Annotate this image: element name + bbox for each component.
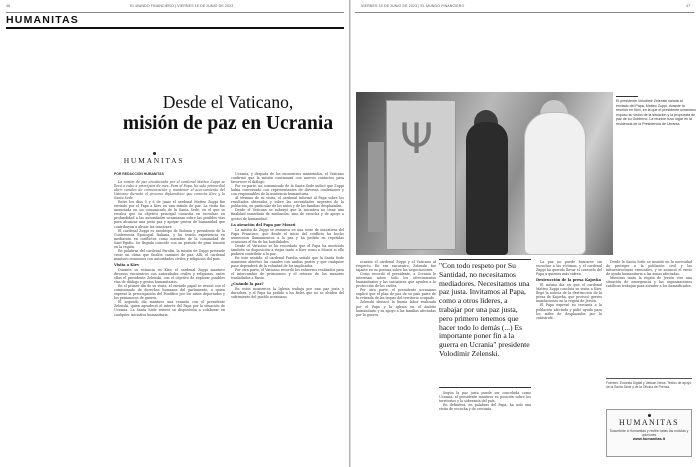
left-page-number: 46 xyxy=(6,4,11,8)
ad-logo-dot xyxy=(648,414,651,417)
paragraph: Por otra parte, el presidente ucraniano explicó que el plan de paz de su país parte de la retirada de las tropas del territorio ocupado. xyxy=(356,288,436,301)
person-zuppi-shape xyxy=(524,112,586,255)
left-column-1 xyxy=(114,180,225,462)
humanitas-ad[interactable] xyxy=(606,409,692,457)
paragraph: En estos momentos la Iglesia trabaja por una paz justa y duradera, y el Papa ha pedido a los fieles que no se olviden del sufrimiento del pueblo ucraniano. xyxy=(231,287,344,300)
paragraph: El Papa expresó su cercanía a la población afectada y pidió ayuda para los miles de desplazados por la catástrofe. xyxy=(536,303,602,320)
top-rule xyxy=(6,12,344,13)
paragraph: Como recordó el presidente, a Ucrania le interesan sobre todo los ofrecimientos humanitarios y las iniciativas que ayuden a la protección de los civiles. xyxy=(356,272,436,289)
paragraph: Entre los días 5 y 6 de junio el cardenal Matteo Zuppi fue enviado por el Papa a Kiev en una misión de paz. La visita fue anunciada en un comunicado de la Santa Sede, en el que se recalca que su objetivo principal consistía en escuchar en profundidad a las autoridades ucranianas sobre las posibles vías para alcanzar una justa paz y apoyar gestos de humanidad que contribuyan a aliviar las tensiones. xyxy=(114,200,225,229)
paragraph: Ucrania, y después de los encuentros mantenidos, el Vaticano confirmó que la misión continuará con nuevos contactos para favorecer el diálogo. xyxy=(231,172,344,185)
paragraph: En este sentido, el cardenal Parolin señaló que la Santa Sede mantiene abiertos los canales con ambas partes y que cualquier paso dependerá de la voluntad de los implicados. xyxy=(231,255,344,269)
paragraph: Al término de su visita, el cardenal informó al Papa sobre los resultados obtenidos y sobre las necesidades urgentes de la población, en particular de los niños y de las familias desplazadas. xyxy=(231,196,344,209)
sources-box: Fuentes: Ecclesia Digital y Vatican News. Textos de apoyo de la Santa Sede y de la Oficina de Prensa. xyxy=(606,378,692,406)
right-column-3a xyxy=(536,260,602,462)
headline xyxy=(110,94,346,133)
paragraph: Desde el Vaticano se ha recordado que el Papa ha mostrado también su disposición a viajar tanto a Kiev como a Moscú si ello pudiera contribuir a la paz. xyxy=(231,243,344,256)
photo-caption xyxy=(616,96,696,126)
paragraph: El segundo día mantuvo una reunión con el presidente Zelenski, quien agradeció el interés del Papa por la situación de Ucrania. La Santa Sede reiteró su disposición a colaborar en cualquier iniciativa humanitaria. xyxy=(114,300,225,317)
left-column-2 xyxy=(231,172,344,462)
top-rule xyxy=(355,12,694,13)
paragraph: El mismo día en que el cardenal Matteo Zuppi concluía su visita a Kiev, llegó la noticia de la destrucción de la presa de Kajovka, que provocó graves inundaciones en la región de Jersón. xyxy=(536,283,602,304)
subhead-visita-kiev: Visita a Kiev xyxy=(114,262,140,267)
right-column-1 xyxy=(356,260,436,462)
paragraph: Según la paz justa puede ser concebida como Ucrania, el presidente mantuvo su posición sobre los territorios y la soberanía del país. xyxy=(439,391,531,404)
ad-url-link[interactable]: www.humanitas.it xyxy=(632,437,666,442)
paragraph: Desde el Vaticano se subrayó que la iniciativa no tiene una finalidad inmediata de mediación, sino de escucha y de apoyo a gestos de humanidad. xyxy=(231,208,344,221)
paragraph: Zelenski destacó la buena labor realizada por el Papa y la iglesia en el ámbito humanitario y su apoyo a las familias afectadas por la guerra. xyxy=(356,300,436,317)
byline: POR REDACCIÓN HUMANITAS xyxy=(114,172,164,176)
right-folio: VIERNES 15 DE JUNIO DE 2023 | EL MUNDO FINANCIERO xyxy=(361,4,465,8)
quote-rule-bottom xyxy=(439,387,531,388)
subhead-presa-kajovka: Destrucción de la presa Kajovka xyxy=(536,278,601,283)
paragraph: Durante su estancia en Kiev, el cardenal Zuppi mantuvo diversos encuentros con autoridades civiles y religiosas, entre ellas el presidente Zelenski, con el objetivo de explorar posibles vías de diálogo y gestos humanitarios. xyxy=(114,267,225,285)
logo-dot xyxy=(153,152,156,155)
left-folio: EL MUNDO FINANCIERO | VIERNES 15 DE JUNIO DE 2023 xyxy=(130,4,234,8)
zelenski-zuppi-photo xyxy=(356,92,613,255)
pull-quote: "Con todo respeto por Su Santidad, no necesitamos mediadores. Necesitamos una paz justa. Invitamos al Papa, como a otros líderes, a trabajar por una paz justa, pero primero tenemos que hacer todo lo demás (...) Es importante poner fin a la guerra en Ucrania" presidente Volodímir Zelenski. xyxy=(439,261,530,358)
paragraph: En palabras del cardenal Parolin, la misión de Zuppi pretende crear un clima que facilite caminos de paz. Allí, el cardenal mantuvo reuniones con autoridades civiles y religiosas del país. xyxy=(114,248,225,261)
paragraph: En el primer día de su visita, el enviado papal se reunió con el comisionado de derechos humanos del parlamento, a quien expresó la preocupación del Pontífice por los niños deportados y los prisioneros de guerra. xyxy=(114,284,225,301)
paragraph: Desde la Santa Sede se insistió en la necesidad de proteger a la población civil y las infraestructuras esenciales, y se anunció el envío de ayuda humanitaria a las zonas afectadas. xyxy=(606,260,692,277)
paragraph: En definitiva, en palabras del Papa, ha sido una visita de escucha y de cercanía. xyxy=(439,403,531,412)
ad-logo-text: HUMANITAS xyxy=(619,418,679,427)
intro-paragraph: La misión de paz encabezada por el cardenal Matteo Zuppi se llevó a cabo a principios de mes. Para el Papa, ha sido primordial abrir canales de comunicación y mantener el acercamiento del Vaticano durante el proceso diplomático que conecta Kiev y la Santa Sede. xyxy=(114,180,225,201)
paragraph: La paz no puede buscarse sin escuchar a las víctimas, y el cardenal Zuppi ha querido llevar el consuelo del Papa a quienes más sufren. xyxy=(536,260,602,277)
section-rule xyxy=(6,27,344,29)
paragraph: Por su parte, un comunicado de la Santa Sede indicó que Zuppi había conversado con representantes de diversas confesiones y con responsables de la asistencia humanitaria. xyxy=(231,184,344,197)
person-zelenski-shape xyxy=(466,122,508,255)
subhead-cuando-paz: ¿Cuándo la paz? xyxy=(231,282,264,287)
paragraph: ocasión el cardenal Zuppi y el Vaticano al respecto. En ese encuentro, Zelenski fue tajante en su postura sobre las negociaciones. xyxy=(356,260,436,273)
paragraph: El cardenal Zuppi es arzobispo de Bolonia y presidente de la Conferencia Episcopal Italiana, y ha tenido experiencia en mediación en conflictos como miembro de la comunidad de Sant'Egidio. Su llegada coincide con un periodo de gran tensión en la región. xyxy=(114,228,225,249)
trident-emblem-icon: Ψ xyxy=(400,114,434,163)
humanitas-logo xyxy=(114,152,194,165)
subhead-papa-moscu: La atención del Papa por Moscú xyxy=(231,222,296,227)
headline-line2: misión de paz en Ucrania xyxy=(122,112,334,134)
paragraph: Por otra parte, el Vaticano recordó los esfuerzos realizados para el intercambio de prisioneros y el retorno de los menores trasladados a Rusia. xyxy=(231,268,344,281)
caption-text: El presidente Volodimir Zelenski saluda al enviado del Papa, Matteo Zuppi, durante la reunión en Kiev, en la que el presidente ucraniano expuso su visión de la situación y la propuesta de paz de su Gobierno. La reunión tuvo lugar en la residencia de la Presidencia de Ucrania. xyxy=(616,99,696,126)
right-column-3b xyxy=(606,260,692,376)
headline-line1: Desde el Vaticano, xyxy=(162,92,294,112)
section-title: HUMANITAS xyxy=(6,14,80,26)
right-column-2 xyxy=(439,391,531,462)
logo-text: HUMANITAS xyxy=(123,156,185,165)
paragraph: Mientras tanto la región de Jersón vive una situación de emergencia y las organizaciones católicas trabajan para atender a los damnificados. xyxy=(606,276,692,289)
quote-rule-top xyxy=(439,259,531,260)
caption-rule xyxy=(616,96,638,97)
right-page-number: 47 xyxy=(686,4,691,8)
ad-text: Suscríbete a Humanitas y recibe todas las noticias y opiniones xyxy=(609,429,689,438)
paragraph: La misión de Zuppi se enmarca en una serie de iniciativas del Papa Francisco, que desde el inicio del conflicto ha hecho numerosos llamamientos a la paz y ha pedido en repetidas ocasiones el fin de las hostilidades. xyxy=(231,227,344,244)
flag-shape xyxy=(368,142,384,232)
